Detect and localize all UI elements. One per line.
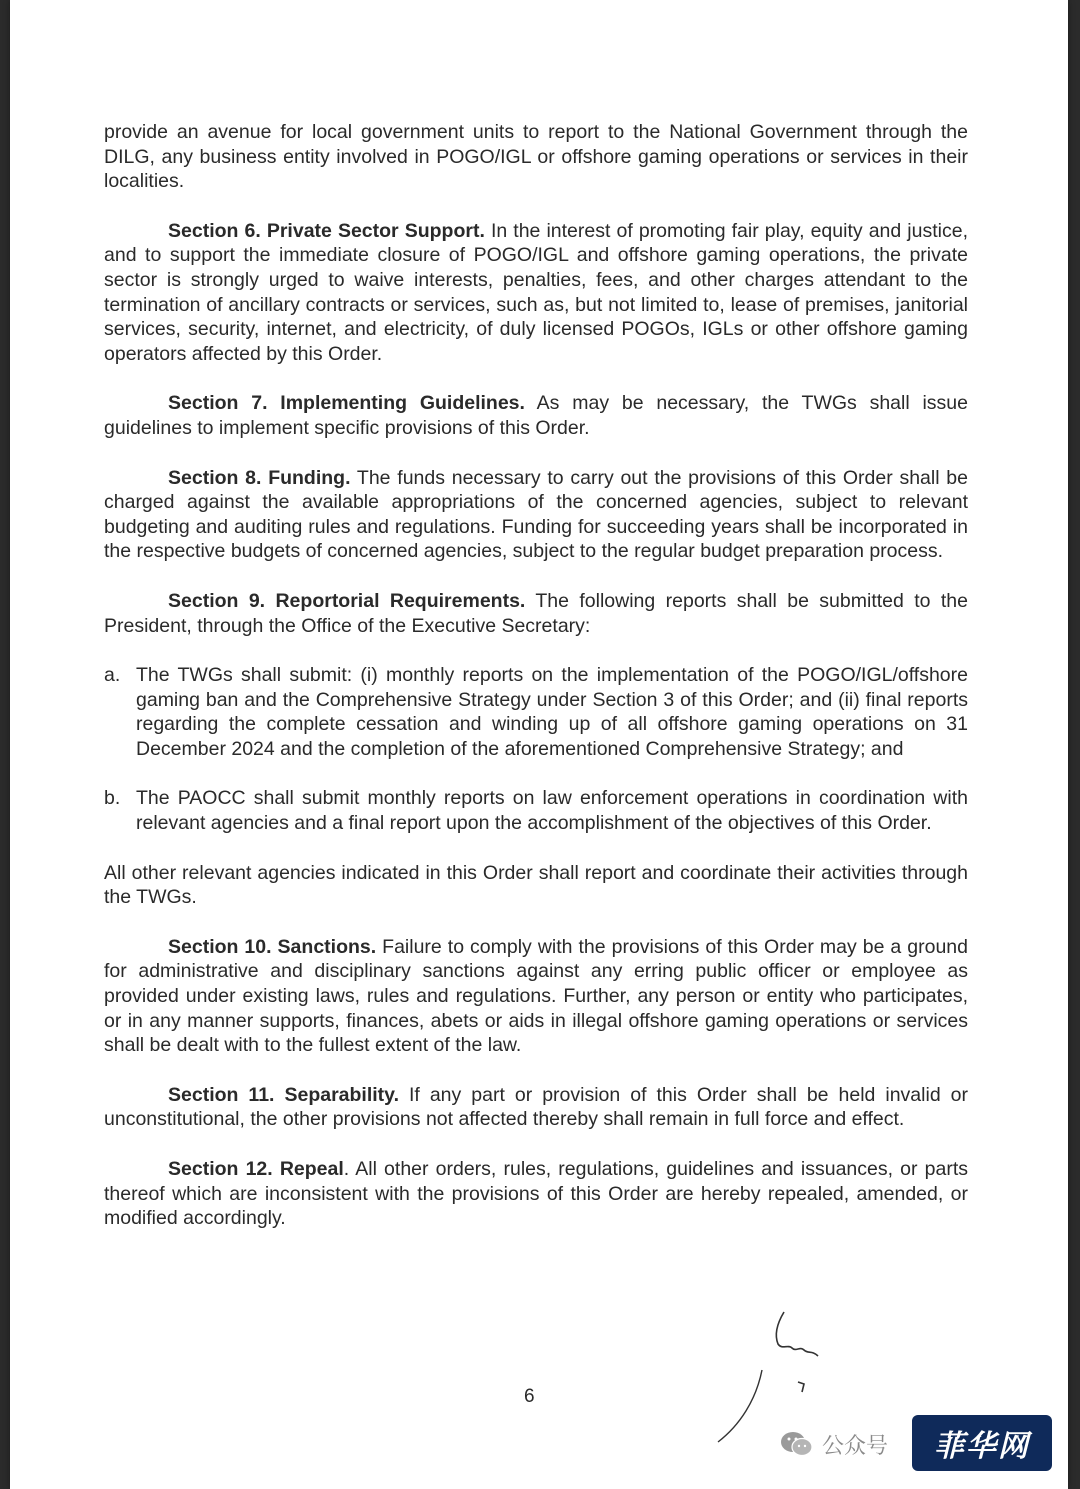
document-body <box>104 120 968 1256</box>
section-7 <box>104 391 968 440</box>
watermark-text: 公众号 <box>822 1432 889 1458</box>
wechat-icon <box>780 1430 814 1458</box>
wechat-watermark <box>780 1422 888 1466</box>
after-list-paragraph: All other relevant agencies indicated in this Order shall report and coordinate their activities through the TWGs. <box>104 861 968 909</box>
section-11-body: If any part or provision of this Order shall be held invalid or unconstitutional, the other provisions not affected thereby shall remain in full force and effect. <box>104 1083 968 1131</box>
site-badge: 菲华网 <box>912 1415 1052 1471</box>
section-7-body: As may be necessary, the TWGs shall issue guidelines to implement specific provisions of this Order. <box>104 392 968 439</box>
section-6-heading: Section 6. Private Sector Support. <box>168 219 485 242</box>
section-6-body: In the interest of promoting fair play, equity and justice, and to support the immediate closure of POGO/IGL and offshore gaming operations, the private sector is strongly urged to waive interests, penalties, fees, and other charges attendant to the termination of ancillary contracts or services, such as, but not limited to, lease of premises, janitorial services, security, internet, and electricity, of duly licensed POGOs, IGLs or other offshore gaming operators affected by this Order. <box>104 219 968 365</box>
section-9 <box>104 589 968 638</box>
section-8-body: The funds necessary to carry out the provisions of this Order shall be charged against the available appropriations of the concerned agencies, subject to relevant budgeting and auditing rules and regulations. Funding for succeeding years shall be incorporated in the respective budgets of concerned agencies, subject to the regular budget preparation process. <box>104 466 968 563</box>
section-8-heading: Section 8. Funding. <box>168 466 351 489</box>
list-item-text: The TWGs shall submit: (i) monthly reports on the implementation of the POGO/IGL/offshore gaming ban and the Comprehensive Strategy under Section 3 of this Order; and (ii) final reports regarding the complete cessation and winding up of all offshore gaming operations on 31 December 2024 and the completion of the aforementioned Comprehensive Strategy; and <box>136 664 968 760</box>
document-page <box>10 0 1068 1489</box>
section-12-heading: Section 12. Repeal <box>168 1158 344 1180</box>
section-12-body: . All other orders, rules, regulations, guidelines and issuances, or parts thereof which are inconsistent with the provisions of this Order are hereby repealed, amended, or modified accordingly. <box>104 1158 968 1230</box>
section-11 <box>104 1083 968 1132</box>
section-9-body: The following reports shall be submitted to the President, through the Office of the Executive Secretary: <box>104 589 968 637</box>
section-7-heading: Section 7. Implementing Guidelines. <box>168 392 525 415</box>
list-item-b <box>104 786 968 835</box>
page-number: 6 <box>524 1386 535 1407</box>
list-marker: a. <box>104 664 121 687</box>
section-10-heading: Section 10. Sanctions. <box>168 935 377 958</box>
section-10 <box>104 935 968 1058</box>
section-8 <box>104 466 968 564</box>
section-6 <box>104 219 968 367</box>
list-item-a <box>104 663 968 761</box>
section-9-heading: Section 9. Reportorial Requirements. <box>168 589 526 612</box>
list-item-text: The PAOCC shall submit monthly reports on law enforcement operations in coordination with relevant agencies and a final report upon the accomplishment of the objectives of this Order. <box>136 787 968 835</box>
section-12 <box>104 1157 968 1231</box>
list-marker: b. <box>104 787 121 810</box>
section-10-body: Failure to comply with the provisions of this Order may be a ground for administrative and disciplinary sanctions against any erring public officer or employee as provided under existing laws, rules and regulations. Further, any person or entity who participates, or in any manner supports, finances, abets or aids in illegal offshore gaming operations or services shall be dealt with to the fullest extent of the law. <box>104 935 968 1057</box>
section-11-heading: Section 11. Separability. <box>168 1083 399 1106</box>
intro-paragraph: provide an avenue for local government units to report to the National Government through the DILG, any business entity involved in POGO/IGL or offshore gaming operations or services in their localities. <box>104 121 968 193</box>
